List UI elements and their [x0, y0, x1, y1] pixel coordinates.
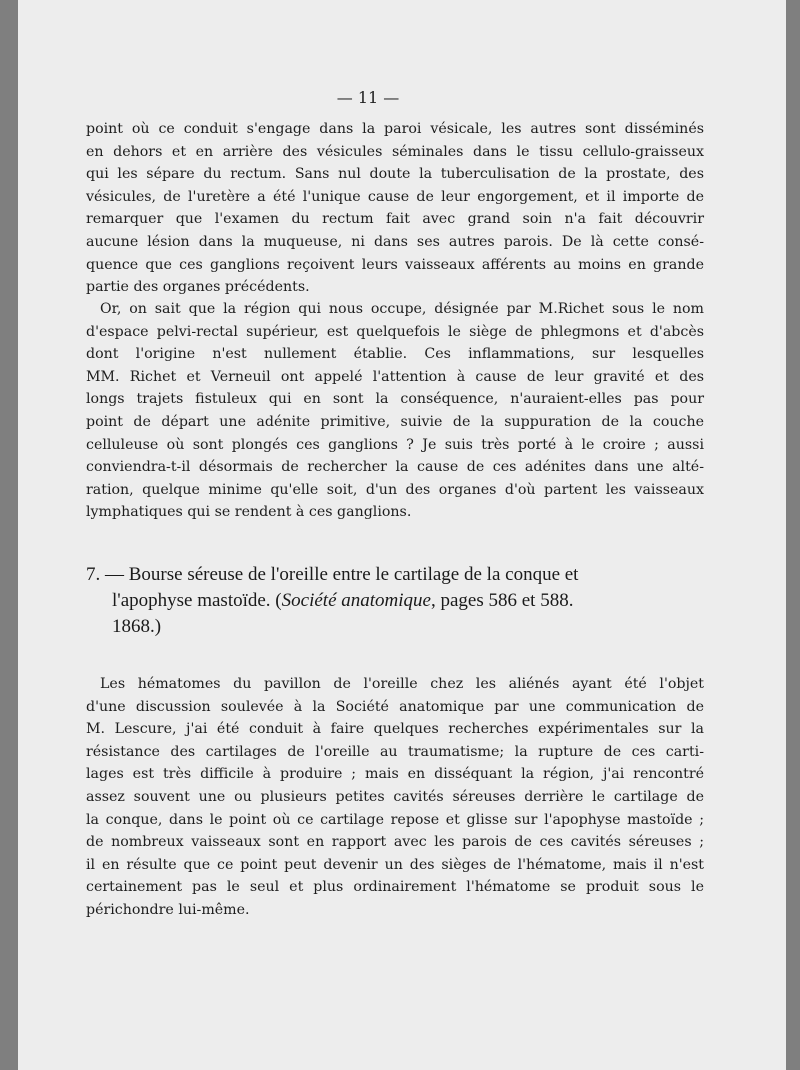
text-line: remarquer que l'examen du rectum fait avec grand soin n'a fait découvrir	[86, 211, 704, 228]
text-line: vésicules, de l'uretère a été l'unique cause de leur engorgement, et il importe de	[86, 188, 704, 205]
source-title: Société anatomique	[281, 590, 431, 611]
text-line: longs trajets fistuleux qui en sont la conséquence, n'auraient-elles pas pour	[86, 391, 704, 408]
paragraph-1	[86, 118, 704, 299]
paragraph-3	[86, 673, 704, 922]
heading-text: l'apophyse mastoïde. (	[112, 590, 282, 611]
text-line: MM. Richet et Verneuil ont appelé l'attention à cause de leur gravité et des	[86, 368, 704, 385]
text-line: point de départ une adénite primitive, suivie de la suppuration de la couche	[86, 413, 704, 430]
text-line: d'une discussion soulevée à la Société anatomique par une communication de	[86, 698, 704, 715]
text-line: assez souvent une ou plusieurs petites cavités séreuses derrière le cartilage de	[86, 788, 704, 805]
text-line: lymphatiques qui se rendent à ces ganglions.	[86, 504, 412, 521]
text-line: en dehors et en arrière des vésicules séminales dans le tissu cellulo-graisseux	[86, 143, 704, 160]
text-line: lages est très difficile à produire ; mais en disséquant la région, j'ai rencontré	[86, 766, 704, 783]
book-page	[18, 0, 786, 1070]
text-line: ration, quelque minime qu'elle soit, d'un des organes d'où partent les vaisseaux	[86, 481, 704, 498]
text-line: Les hématomes du pavillon de l'oreille chez les aliénés ayant été l'objet	[100, 676, 704, 692]
text-line: de nombreux vaisseaux sont en rapport avec les parois de ces cavités séreuses ;	[86, 834, 704, 851]
heading-pages: , pages 586 et 588.	[430, 590, 574, 611]
text-line: périchondre lui-même.	[86, 901, 250, 918]
text-line: aucune lésion dans la muqueuse, ni dans ses autres parois. De là cette consé-	[86, 233, 704, 250]
paragraph-2	[86, 298, 704, 524]
text-line: conviendra-t-il désormais de rechercher la cause de ces adénites dans une alté-	[86, 459, 704, 476]
text-line: la conque, dans le point où ce cartilage repose et glisse sur l'apophyse mastoïde ;	[86, 811, 704, 828]
text-line: certainement pas le seul et plus ordinairement l'hématome se produit sous le	[86, 879, 704, 896]
heading-line	[86, 588, 716, 614]
text-line: celluleuse où sont plongés ces ganglions ? Je suis très porté à le croire ; aussi	[86, 436, 704, 453]
text-line: partie des organes précédents.	[86, 279, 310, 296]
text-line: dont l'origine n'est nullement établie. Ces inflammations, sur lesquelles	[86, 346, 704, 363]
text-line: résistance des cartilages de l'oreille au traumatisme; la rupture de ces carti-	[86, 743, 704, 760]
text-line: point où ce conduit s'engage dans la paroi vésicale, les autres sont disséminés	[86, 121, 704, 137]
text-line: d'espace pelvi-rectal supérieur, est quelquefois le siège de phlegmons et d'abcès	[86, 323, 704, 340]
page-number: — 11 —	[336, 88, 400, 107]
text-line: il en résulte que ce point peut devenir un des sièges de l'hématome, mais il n'est	[86, 856, 704, 873]
text-line: M. Lescure, j'ai été conduit à faire quelques recherches expérimentales sur la	[86, 721, 704, 738]
heading-line: 7. — Bourse séreuse de l'oreille entre le cartilage de la conque et	[86, 564, 579, 585]
text-line: quence que ces ganglions reçoivent leurs vaisseaux afférents au moins en grande	[86, 256, 704, 273]
section-heading-7	[86, 562, 716, 640]
text-line: qui les sépare du rectum. Sans nul doute la tuberculisation de la prostate, des	[86, 166, 704, 183]
text-line: Or, on sait que la région qui nous occupe, désignée par M.Richet sous le nom	[100, 301, 704, 317]
heading-line: 1868.)	[112, 616, 162, 637]
